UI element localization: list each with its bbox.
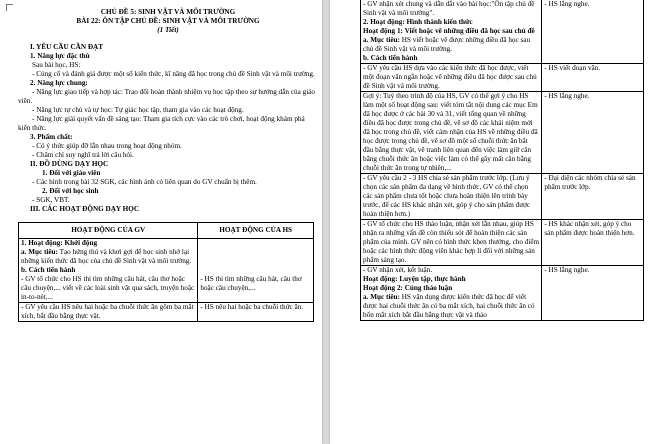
paragraph: Sau bài học, HS: [32, 61, 81, 69]
teacher-step: - GV nhận xét chung và dẫn dắt vào bài học:"Ôn tập chủ đề Sinh vật và môi trường". [363, 0, 535, 17]
student-step: - Đại diện các nhóm chia sẻ sản phẩm trước lớp. [542, 174, 644, 220]
section-heading-materials: II. ĐỒ DÙNG DẠY HỌC [30, 160, 109, 168]
objective-text: a. Mục tiêu: HS vận dụng được kiến thức đã học để viết được hai chuỗi thức ăn có ba mắt xích, hai chuỗi thức ăn có bốn mắt xích bắt đầu bằng thực vật và thảo [363, 293, 535, 319]
teacher-step: Gợi ý: Tuỳ theo trình độ của HS, GV có thể gợi ý cho HS làm một sổ hoạt động sau: viết tóm tắt nội dung các mục Em đã học được ở các bài 30 và 31, viết tổng quan về những điều đã học được trong chủ đề, vẽ sơ đồ các khái niệm mới đã học trong chủ đề, viết cảm nhận của HS về những điều đã học được trong chủ đề, vẽ sơ đồ một số chuỗi thức ăn bắt đầu bằng thực vật, vẽ tranh liên quan đến việc làm giữ cân bằng chuỗi thức ăn hoặc việc làm có thể gây mất cân bằng chuỗi thức ăn trong tự nhiên,... [361, 92, 542, 174]
paragraph: - Năng lực giao tiếp và hợp tác: Trao đổi hoàn thành nhiệm vụ học tập theo sự hướng dẫn của giáo viên. [18, 88, 315, 105]
table-row [361, 174, 644, 220]
subheading-specific-competence: 1. Năng lực đặc thù [30, 52, 90, 60]
student-step: - HS viết đoạn văn. [542, 64, 644, 92]
teacher-step: - GV yêu cầu 2 - 3 HS chia sẻ sản phẩm trước lớp. (Lưu ý chọn các sản phẩm đa dạng về hình thức, GV có thể chọn các sản phẩm chưa tốt hoặc chưa hoàn thiện lên trình bày trước, để các HS khác nhận xét, góp ý cho sản phẩm được hoàn thiện hơn.) [361, 174, 542, 220]
column-header-teacher: HOẠT ĐỘNG CỦA GV [19, 223, 198, 239]
paragraph: - Năng lực giải quyết vấn đề sáng tạo: Tham gia tích cực vào các trò chơi, hoạt động khám phá kiến thức. [18, 115, 305, 132]
paragraph: - Củng cố và đánh giá được một số kiến thức, kĩ năng đã học trong chủ đề Sinh vật và môi trường. [32, 70, 315, 78]
subheading-student: 2. Đối với học sinh [42, 187, 99, 195]
activity-subheading: Hoạt động 1: Viết hoặc vẽ những điều đã học sau chủ đề [363, 27, 535, 35]
student-step: - HS khác nhận xét, góp ý cho sản phẩm được hoàn thiện hơn. [542, 220, 644, 266]
objective-text: a. Mục tiêu: Tạo hứng thú và khơi gợi để học sinh nhớ lại những kiến thức đã học của chủ đề Sinh vật và môi trường. [21, 248, 192, 265]
teacher-step: - GV tổ chức cho HS thi tìm những câu hát, câu thơ hoặc câu chuyện,... viết về các loài sinh vật qua sách, truyện hoặc in-to-nét,... [21, 275, 195, 301]
subheading-general-competence: 2. Năng lực chung: [30, 79, 88, 87]
lesson-duration: (1 Tiết) [157, 26, 179, 34]
chapter-title: CHỦ ĐỀ 5: SINH VẬT VÀ MÔI TRƯỜNG [100, 8, 236, 16]
student-step: - HS nêu hai hoặc ba chuỗi thức ăn. [198, 303, 314, 322]
procedure-heading: b. Cách tiến hành [363, 54, 418, 62]
objective-text: a. Mục tiêu: HS viết hoặc vẽ được những điều đã học sau chủ đề Sinh vật và môi trường. [363, 36, 531, 53]
activity-heading: Hoạt động: Luyện tập, thực hành [363, 275, 466, 283]
student-step: - HS lắng nghe. [542, 92, 644, 174]
teacher-step: - GV yêu cầu HS dựa vào các kiến thức đã học được, viết một đoạn văn ngắn hoặc vẽ những điều đã học được sau chủ đề Sinh vật và môi trường. [361, 64, 542, 92]
paragraph: - Có ý thức giúp đỡ lẫn nhau trong hoạt động nhóm. [32, 142, 182, 150]
activity-subheading: Hoạt động 2: Củng thảo luận [363, 284, 453, 292]
activities-table-right [360, 0, 644, 321]
table-row [361, 220, 644, 266]
student-step: - HS thi tìm những câu hát, câu thơ hoặc câu chuyện,... [200, 275, 302, 292]
subheading-qualities: 3. Phẩm chất: [30, 133, 73, 141]
table-row [361, 0, 644, 64]
activity-heading: 2. Hoạt động: Hình thành kiến thức [363, 18, 473, 26]
teacher-step: - GV yêu cầu HS nêu hai hoặc ba chuỗi thức ăn gồm ba mắt xích, bắt đầu bằng thực vật. [19, 303, 198, 322]
subheading-teacher: 1. Đối với giáo viên [42, 169, 101, 177]
document-page-left [0, 0, 322, 444]
paragraph: - Chăm chỉ suy nghĩ trả lời câu hỏi. [32, 151, 134, 159]
paragraph: - SGK, VBT. [32, 196, 70, 204]
teacher-step: - GV nhận xét, kết luận. [363, 266, 433, 274]
page-corner-mark [6, 4, 13, 11]
lesson-title: BÀI 22: ÔN TẬP CHỦ ĐỀ: SINH VẬT VÀ MÔI TRƯỜNG [76, 17, 260, 25]
table-row [361, 266, 644, 321]
section-heading-activities: III. CÁC HOẠT ĐỘNG DẠY HỌC [30, 205, 140, 213]
procedure-heading: b. Cách tiến hành [21, 266, 76, 274]
activity-heading: 1. Hoạt động: Khởi động [21, 239, 98, 247]
activities-table-left [18, 222, 314, 322]
table-row [361, 92, 644, 174]
table-row [19, 303, 314, 322]
section-heading-requirements: I. YÊU CẦU CẦN ĐẠT [30, 43, 104, 51]
paragraph: - Các hình trong bài 32 SGK, các hình ảnh có liên quan do GV chuẩn bị thêm. [32, 178, 257, 186]
teacher-step: - GV tổ chức cho HS thảo luận, nhận xét lẫn nhau, giúp HS nhận ra những vấn đề còn thiếu sót để hoàn thiện các sản phẩm của mình. GV nên có hình thức khen thưởng, cho điểm hoặc các hình thức động viên khác hợp lí đối với những sản phẩm sáng tạo. [361, 220, 542, 266]
paragraph: - Năng lực tự chủ và tự học: Tự giác học tập, tham gia vào các hoạt động. [32, 106, 244, 114]
table-row [19, 239, 314, 303]
student-step: - HS lắng nghe. [542, 266, 644, 321]
document-page-right [330, 0, 650, 444]
column-header-student: HOẠT ĐỘNG CỦA HS [198, 223, 314, 239]
student-step: - HS lắng nghe. [542, 0, 644, 64]
table-row [361, 64, 644, 92]
